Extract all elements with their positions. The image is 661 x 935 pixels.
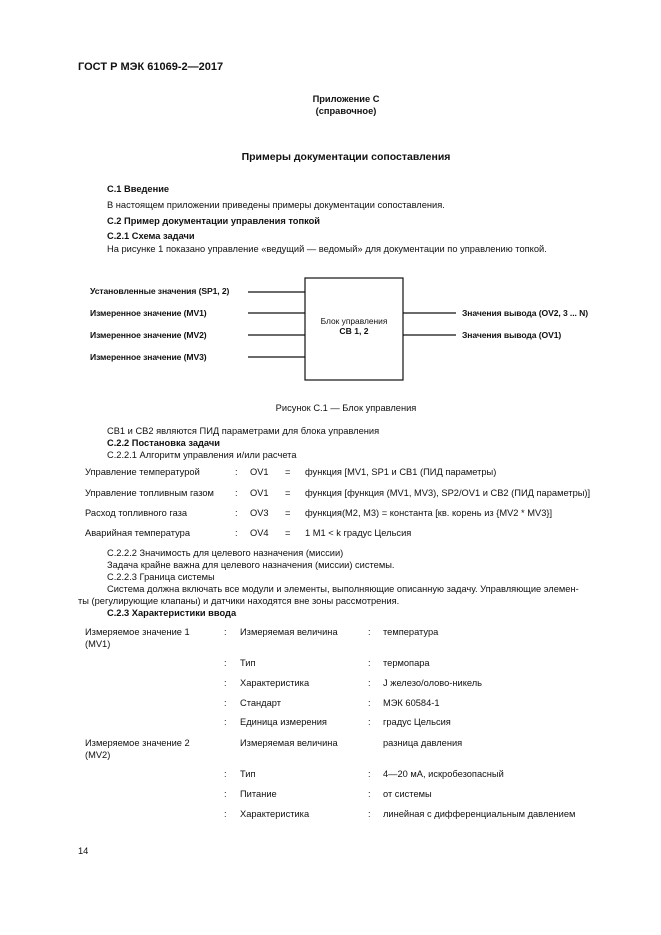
block-label-line1: Блок управления bbox=[320, 316, 388, 326]
mv2-key: Измеряемая величина bbox=[240, 738, 338, 748]
c22-heading: С.2.2 Постановка задачи bbox=[107, 438, 220, 448]
input-label-sp: Установленные значения (SP1, 2) bbox=[90, 286, 230, 296]
formula-sep: : bbox=[235, 508, 238, 518]
mv1-value: МЭК 60584-1 bbox=[383, 698, 440, 708]
input-label-mv1: Измеренное значение (MV1) bbox=[90, 308, 207, 318]
formula-name: Управление температурой bbox=[85, 467, 200, 477]
mv1-key: Тип bbox=[240, 658, 256, 668]
colon: : bbox=[224, 789, 227, 799]
c2-heading: С.2 Пример документации управления топкой bbox=[107, 216, 321, 226]
formula-expr: функция(M2, M3) = константа [кв. корень из {MV2 * MV3}] bbox=[305, 508, 553, 518]
formula-var: OV4 bbox=[250, 528, 269, 538]
colon: : bbox=[224, 717, 227, 727]
colon: : bbox=[224, 678, 227, 688]
mv1-key: Характеристика bbox=[240, 678, 310, 688]
c1-text: В настоящем приложении приведены примеры документации сопоставления. bbox=[107, 200, 445, 210]
input-label-mv3: Измеренное значение (MV3) bbox=[90, 352, 207, 362]
mv1-key: Единица измерения bbox=[240, 717, 327, 727]
formula-var: OV1 bbox=[250, 488, 269, 498]
annex-title: Приложение С bbox=[312, 94, 380, 104]
formula-name: Аварийная температура bbox=[85, 528, 190, 538]
c21-text: На рисунке 1 показано управление «ведущий — ведомый» для документации по управлению топкой. bbox=[107, 244, 547, 254]
colon: : bbox=[368, 769, 371, 779]
formula-name: Управление топливным газом bbox=[85, 488, 214, 498]
annex-subtitle: (справочное) bbox=[315, 106, 377, 116]
output-label-ov1: Значения вывода (OV1) bbox=[462, 330, 562, 340]
mv2-value: от системы bbox=[383, 789, 432, 799]
formula-name: Расход топливного газа bbox=[85, 508, 188, 518]
colon: : bbox=[368, 658, 371, 668]
mv2-value: разница давления bbox=[383, 738, 463, 748]
mv2-label-code: (MV2) bbox=[85, 750, 111, 760]
mv2-key: Питание bbox=[240, 789, 277, 799]
formula-var: OV1 bbox=[250, 467, 269, 477]
document-header: ГОСТ Р МЭК 61069-2—2017 bbox=[78, 61, 224, 73]
c21-heading: С.2.1 Схема задачи bbox=[107, 231, 195, 241]
formula-var: OV3 bbox=[250, 508, 269, 518]
output-label-ov2: Значения вывода (OV2, 3 ... N) bbox=[462, 308, 588, 318]
colon: : bbox=[368, 809, 371, 819]
mv2-value: линейная с дифференциальным давлением bbox=[383, 809, 576, 819]
formula-eq: = bbox=[285, 467, 291, 477]
colon: : bbox=[224, 658, 227, 668]
mv1-label: Измеряемое значение 1 bbox=[85, 627, 190, 637]
mv1-value: градус Цельсия bbox=[383, 717, 451, 727]
mv2-key: Характеристика bbox=[240, 809, 310, 819]
mv2-key: Тип bbox=[240, 769, 256, 779]
mv1-value: J железо/олово-никель bbox=[383, 678, 483, 688]
colon: : bbox=[368, 698, 371, 708]
colon: : bbox=[368, 717, 371, 727]
colon: : bbox=[224, 769, 227, 779]
colon: : bbox=[224, 698, 227, 708]
formula-expr: 1 M1 < k градус Цельсия bbox=[305, 528, 412, 538]
c1-heading: С.1 Введение bbox=[107, 184, 170, 194]
formula-eq: = bbox=[285, 528, 291, 538]
colon: : bbox=[368, 678, 371, 688]
page-number: 14 bbox=[78, 846, 89, 856]
c222-text: Задача крайне важна для целевого назначения (миссии) системы. bbox=[107, 560, 395, 570]
c23-heading: С.2.3 Характеристики ввода bbox=[107, 608, 237, 618]
c221-heading: С.2.2.1 Алгоритм управления и/или расчета bbox=[107, 450, 297, 460]
mv1-value: температура bbox=[383, 627, 439, 637]
mv2-label: Измеряемое значение 2 bbox=[85, 738, 190, 748]
c223-text-line1: Система должна включать все модули и элементы, выполняющие описанную задачу. Управляющие элемен- bbox=[107, 584, 579, 594]
figure-caption: Рисунок С.1 — Блок управления bbox=[275, 403, 417, 413]
c22-intro: СВ1 и СВ2 являются ПИД параметрами для блока управления bbox=[107, 426, 380, 436]
c223-heading: С.2.2.3 Граница системы bbox=[107, 572, 215, 582]
formula-eq: = bbox=[285, 508, 291, 518]
formula-expr: функция [MV1, SP1 и CB1 (ПИД параметры) bbox=[305, 467, 497, 477]
colon: : bbox=[368, 789, 371, 799]
colon: : bbox=[368, 627, 371, 637]
colon: : bbox=[224, 627, 227, 637]
input-label-mv2: Измеренное значение (MV2) bbox=[90, 330, 207, 340]
formula-eq: = bbox=[285, 488, 291, 498]
main-title: Примеры документации сопоставления bbox=[241, 151, 451, 163]
formula-sep: : bbox=[235, 467, 238, 477]
c223-text-line2: ты (регулирующие клапаны) и датчики находятся вне зоны рассмотрения. bbox=[78, 596, 400, 606]
formula-sep: : bbox=[235, 528, 238, 538]
mv1-key: Измеряемая величина bbox=[240, 627, 338, 637]
c222-heading: С.2.2.2 Значимость для целевого назначения (миссии) bbox=[107, 548, 344, 558]
mv2-value: 4—20 мА, искробезопасный bbox=[383, 769, 504, 779]
mv1-label-code: (MV1) bbox=[85, 639, 111, 649]
mv1-value: термопара bbox=[383, 658, 430, 668]
block-label-line2: СВ 1, 2 bbox=[339, 326, 369, 336]
formula-expr: функция [функция (MV1, MV3), SP2/OV1 и CB2 (ПИД параметры)] bbox=[305, 488, 591, 498]
formula-sep: : bbox=[235, 488, 238, 498]
mv1-key: Стандарт bbox=[240, 698, 281, 708]
colon: : bbox=[224, 809, 227, 819]
